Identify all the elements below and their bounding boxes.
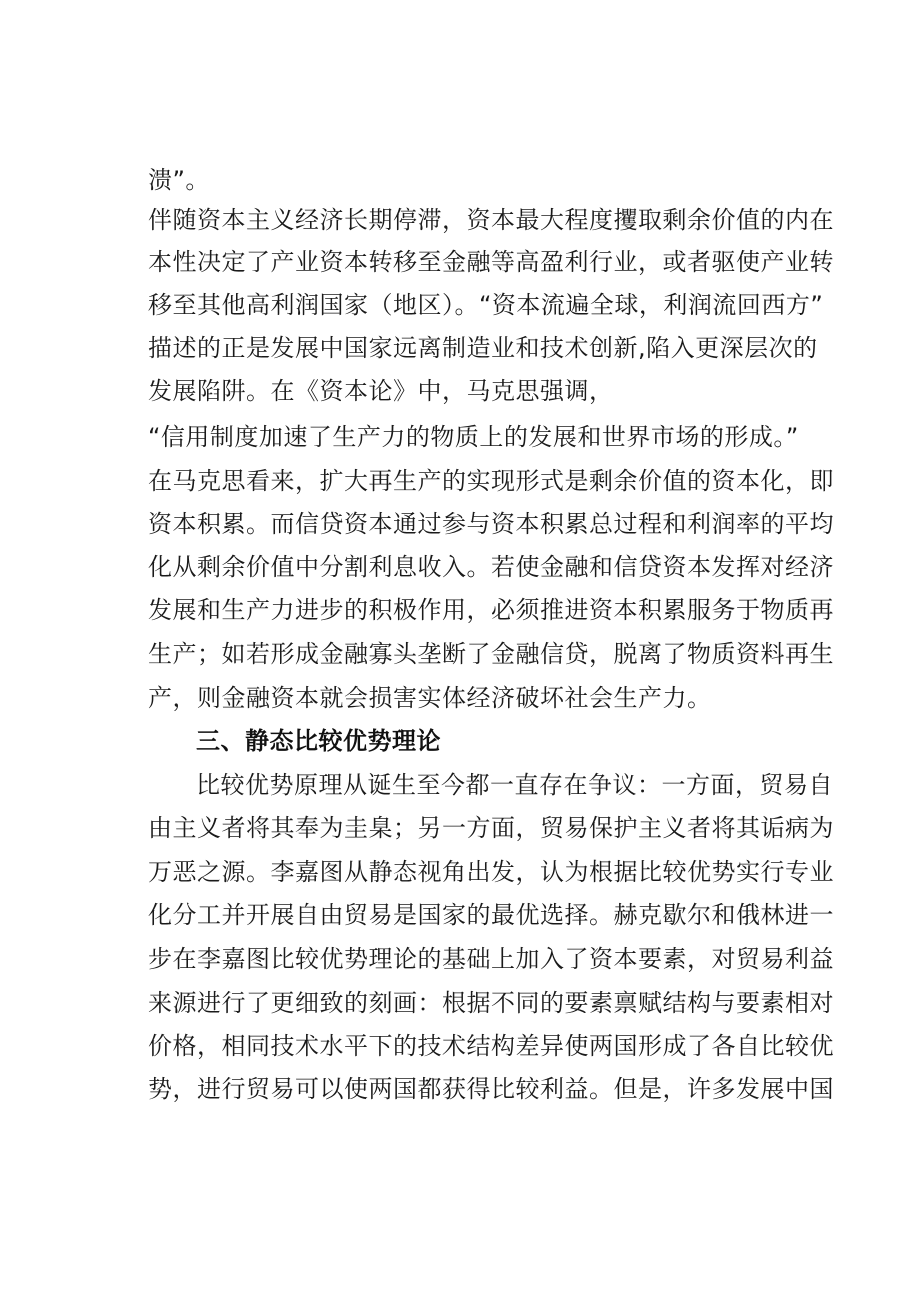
paragraph-line: 生产；如若形成金融寡头垄断了金融信贷，脱离了物质资料再生 (148, 640, 834, 668)
paragraph-line: 万恶之源。李嘉图从静态视角出发，认为根据比较优势实行专业 (148, 858, 834, 886)
paragraph-line: 由主义者将其奉为圭臬；另一方面，贸易保护主义者将其诟病为 (148, 814, 834, 842)
paragraph-line: 本性决定了产业资本转移至金融等高盈利行业，或者驱使产业转 (148, 248, 834, 276)
paragraph-line: 产，则金融资本就会损害实体经济破坏社会生产力。 (148, 684, 712, 712)
quote-line: “信用制度加速了生产力的物质上的发展和世界市场的形成。” (148, 423, 799, 451)
paragraph-line: 伴随资本主义经济长期停滞，资本最大程度攫取剩余价值的内在 (148, 206, 834, 234)
paragraph-line: 在马克思看来，扩大再生产的实现形式是剩余价值的资本化，即 (148, 467, 834, 495)
section-heading: 三、静态比较优势理论 (196, 727, 441, 755)
paragraph-line: 势，进行贸易可以使两国都获得比较利益。但是，许多发展中国 (148, 1075, 834, 1103)
paragraph-line: 来源进行了更细致的刻画：根据不同的要素禀赋结构与要素相对 (148, 989, 834, 1017)
paragraph-line: 溃”。 (148, 166, 210, 194)
paragraph-line: 描述的正是发展中国家远离制造业和技术创新,陷入更深层次的 (148, 334, 818, 362)
paragraph-line: 步在李嘉图比较优势理论的基础上加入了资本要素，对贸易利益 (148, 945, 834, 973)
paragraph-line: 资本积累。而信贷资本通过参与资本积累总过程和利润率的平均 (148, 510, 834, 538)
paragraph-line: 发展和生产力进步的积极作用，必须推进资本积累服务于物质再 (148, 596, 834, 624)
paragraph-line: 化分工并开展自由贸易是国家的最优选择。赫克歇尔和俄林进一 (148, 901, 834, 929)
paragraph-line: 价格，相同技术水平下的技术结构差异使两国形成了各自比较优 (148, 1032, 834, 1060)
paragraph-line: 发展陷阱。在《资本论》中，马克思强调， (148, 377, 614, 405)
paragraph-line-indented: 比较优势原理从诞生至今都一直存在争议：一方面，贸易自 (196, 771, 833, 799)
paragraph-line: 化从剩余价值中分割利息收入。若使金融和信贷资本发挥对经济 (148, 553, 834, 581)
paragraph-line: 移至其他高利润国家（地区）。“资本流遍全球，利润流回西方” (148, 291, 824, 319)
